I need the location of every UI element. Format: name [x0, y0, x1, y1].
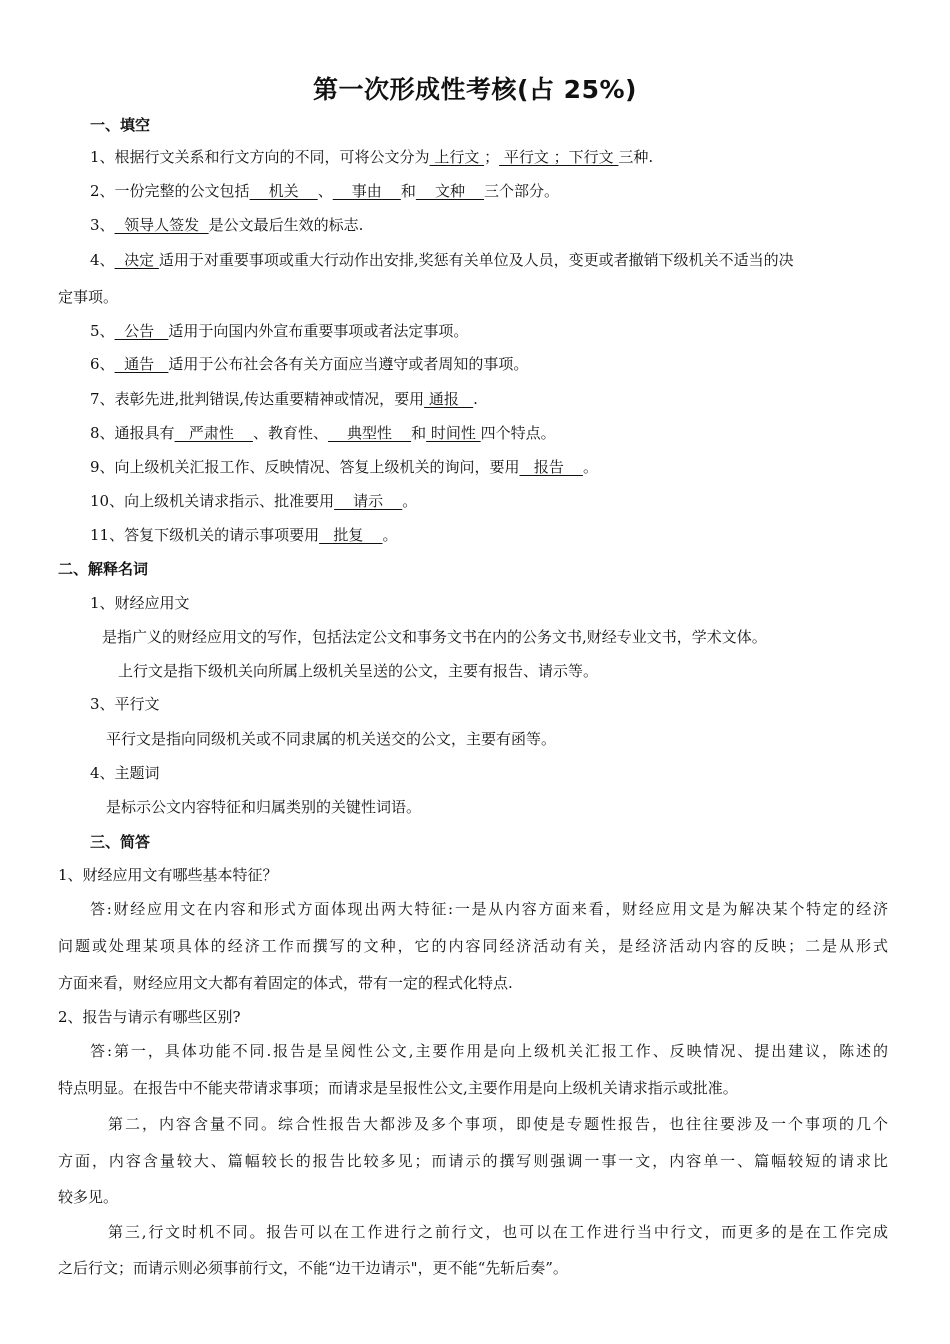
question-text: 。 [402, 492, 418, 510]
question-3 [90, 214, 363, 236]
question-text: 适用于公布社会各有关方面应当遵守或者周知的事项。 [168, 355, 529, 373]
question-5 [90, 320, 468, 342]
answer-2-line-5: 较多见。 [58, 1188, 119, 1206]
question-7 [90, 388, 478, 410]
term-4: 4、主题词 [90, 764, 160, 782]
question-text: 10、向上级机关请求指示、批准要用 [90, 492, 335, 510]
answer-blank: 决定 [114, 251, 159, 269]
question-text: 和 [411, 424, 427, 442]
answer-2-line-2: 特点明显。在报告中不能夹带请求事项；而请求是呈报性公文,主要作用是向上级机关请求指示或批准。 [58, 1079, 738, 1097]
question-4-continued: 定事项。 [58, 288, 119, 306]
question-text: 4、 [90, 251, 115, 269]
term-1: 1、财经应用文 [90, 594, 190, 612]
question-text: 。 [382, 526, 398, 544]
question-6 [90, 353, 528, 375]
short-question-1: 1、财经应用文有哪些基本特征？ [58, 866, 278, 884]
answer-blank: 领导人签发 [114, 216, 209, 234]
question-4 [90, 249, 794, 271]
question-11 [90, 524, 398, 546]
question-1 [90, 146, 653, 168]
question-text: 适用于向国内外宣布重要事项或者法定事项。 [168, 322, 469, 340]
section-heading-definitions: 二、解释名词 [58, 560, 149, 578]
answer-blank: 严肃性 [174, 424, 253, 442]
term-3: 3、平行文 [90, 695, 160, 713]
answer-blank: 报告 [519, 458, 583, 476]
question-text: 5、 [90, 322, 115, 340]
question-text: 9、向上级机关汇报工作、反映情况、答复上级机关的询问，要用 [90, 458, 520, 476]
answer-blank: 机关 [249, 182, 318, 200]
answer-blank: 平行文 ；下行文 [499, 148, 619, 166]
definition-2: 上行文是指下级机关向所属上级机关呈送的公文，主要有报告、请示等。 [118, 662, 599, 680]
question-text: 。 [582, 458, 598, 476]
answer-2-line-3: 第二，内容含量不同。综合性报告大都涉及多个事项，即使是专题性报告，也往往要涉及一个事项的几个 [108, 1115, 888, 1133]
question-text: 3、 [90, 216, 115, 234]
answer-blank: 事由 [332, 182, 401, 200]
answer-1-line-2: 问题或处理某项具体的经济工作而撰写的文种，它的内容同经济活动有关，是经济活动内容的反映；二是从形式 [58, 937, 888, 955]
answer-blank: 公告 [114, 322, 169, 340]
question-9 [90, 456, 598, 478]
question-text: 7、表彰先进,批判错误,传达重要精神或情况，要用 [90, 390, 425, 408]
question-2 [90, 180, 559, 202]
short-question-2: 2、报告与请示有哪些区别? [58, 1008, 241, 1026]
question-text: 2、一份完整的公文包括 [90, 182, 250, 200]
answer-blank: 通告 [114, 355, 169, 373]
question-10 [90, 490, 417, 512]
question-text: 、教育性、 [252, 424, 328, 442]
question-text: 三个部分。 [484, 182, 560, 200]
answer-2-line-6: 第三,行文时机不同。报告可以在工作进行之前行文，也可以在工作进行当中行文，而更多的是在工作完成 [108, 1223, 888, 1241]
definition-4: 是标示公文内容特征和归属类别的关键性词语。 [106, 798, 422, 816]
question-text: 6、 [90, 355, 115, 373]
answer-1-line-3: 方面来看，财经应用文大都有着固定的体式，带有一定的程式化特点. [58, 974, 513, 992]
question-text: 四个特点。 [480, 424, 556, 442]
question-text: 8、通报具有 [90, 424, 175, 442]
answer-blank: 通报 [424, 390, 474, 408]
answer-blank: 典型性 [327, 424, 412, 442]
question-text: . [473, 390, 478, 408]
page-title: 第一次形成性考核(占 25%) [313, 75, 637, 104]
definition-3: 平行文是指向同级机关或不同隶属的机关送交的公文，主要有函等。 [106, 730, 557, 748]
answer-2-line-7: 之后行文；而请示则必须事前行文，不能“边干边请示"，更不能“先斩后奏”。 [58, 1259, 568, 1277]
answer-blank: 文种 [415, 182, 485, 200]
question-text: 是公文最后生效的标志. [208, 216, 364, 234]
question-text: 、 [317, 182, 333, 200]
section-heading-fill-blank: 一、填空 [90, 116, 151, 134]
answer-blank: 批复 [319, 526, 383, 544]
question-text: 适用于对重要事项或重大行动作出安排,奖惩有关单位及人员，变更或者撤销下级机关不适当的决 [158, 251, 794, 269]
question-text: ； [484, 148, 500, 166]
answer-blank: 时间性 [426, 424, 481, 442]
question-text: 和 [400, 182, 416, 200]
question-text: 11、答复下级机关的请示事项要用 [90, 526, 320, 544]
answer-blank: 上行文 [429, 148, 485, 166]
definition-1: 是指广义的财经应用文的写作，包括法定公文和事务文书在内的公务文书,财经专业文书，学术文体。 [102, 628, 767, 646]
answer-2-line-4: 方面，内容含量较大、篇幅较长的报告比较多见；而请示的撰写则强调一事一文，内容单一、篇幅较短的请求比 [58, 1152, 888, 1170]
question-8 [90, 422, 556, 444]
answer-blank: 请示 [334, 492, 403, 510]
question-text: 1、根据行文关系和行文方向的不同，可将公文分为 [90, 148, 430, 166]
answer-2-line-1: 答:第一，具体功能不同.报告是呈阅性公文,主要作用是向上级机关汇报工作、反映情况、提出建议，陈述的 [90, 1042, 888, 1060]
answer-1-line-1: 答:财经应用文在内容和形式方面体现出两大特征:一是从内容方面来看，财经应用文是为解决某个特定的经济 [90, 900, 888, 918]
section-heading-short-answer: 三、简答 [90, 833, 151, 851]
question-text: 三种. [618, 148, 654, 166]
